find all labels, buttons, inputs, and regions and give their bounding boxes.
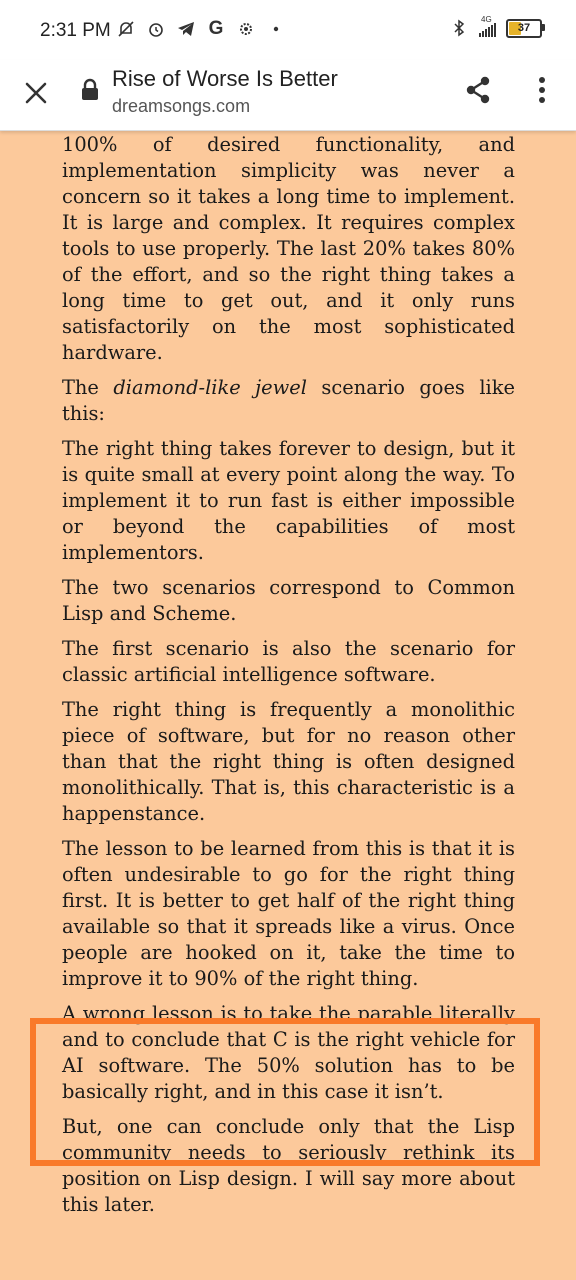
close-button[interactable] bbox=[18, 75, 54, 111]
paragraph-8: But, one can conclude only that the Lisp community needs to seriously rethink its position on Lisp design. I will say more about this later. bbox=[62, 1115, 515, 1216]
alarm-icon bbox=[146, 19, 166, 39]
status-bar bbox=[0, 0, 576, 60]
share-icon bbox=[463, 75, 493, 105]
google-icon: G bbox=[208, 18, 224, 39]
page-viewport[interactable] bbox=[0, 130, 576, 1280]
paragraph-1-start: The bbox=[62, 376, 114, 399]
paragraph-7-highlighted: A wrong lesson is to take the parable literally and to conclude that C is the right vehicle for AI software. The 50% solution has to be basically right, and in this case it isn’t. bbox=[62, 1002, 515, 1103]
paragraph-1-end: scenario goes like this: bbox=[62, 376, 515, 425]
paragraph-5: The right thing is frequently a monolithic piece of software, but for no reason other than that the right thing is often designed monolithically. That is, this characteristic is a happenstance. bbox=[62, 698, 515, 825]
browser-toolbar bbox=[0, 60, 576, 131]
bluetooth-icon bbox=[449, 18, 469, 38]
more-vert-icon bbox=[538, 76, 546, 104]
status-notification-icons bbox=[116, 19, 286, 39]
page-title: Rise of Worse Is Better bbox=[112, 66, 338, 91]
lock-icon bbox=[80, 78, 100, 102]
telegram-icon bbox=[176, 19, 196, 39]
status-system-icons bbox=[449, 15, 542, 38]
signal-icon bbox=[479, 15, 496, 37]
paragraph-6: The lesson to be learned from this is that it is often undesirable to go for the right thing first. It is better to get half of the right thing available so that it spreads like a virus. Once people are hooked on it, take the time to improve it to 90% of the right thing. bbox=[62, 837, 515, 990]
paragraph-2: The right thing takes forever to design, but it is quite small at every point along the way. To implement it to run fast is either impossible or beyond the capabilities of most implementors. bbox=[62, 437, 515, 564]
close-icon bbox=[24, 81, 48, 105]
battery-level: 37 bbox=[517, 22, 531, 34]
battery-icon bbox=[506, 19, 542, 38]
settings-gear-icon bbox=[236, 19, 256, 39]
article-body bbox=[62, 132, 515, 1227]
more-options-button[interactable] bbox=[524, 70, 560, 110]
paragraph-4: The first scenario is also the scenario for classic artificial intelligence software. bbox=[62, 637, 515, 686]
muted-bell-icon bbox=[116, 19, 136, 39]
share-button[interactable] bbox=[458, 70, 498, 110]
dot-icon bbox=[266, 19, 286, 39]
paragraph-1 bbox=[62, 375, 515, 427]
status-time: 2:31 PM bbox=[40, 20, 111, 41]
paragraph-0: 100% of desired functionality, and implementation simplicity was never a concern so it takes a long time to implement. It is large and complex. It requires complex tools to use properly. The last 20% takes 80% of the effort, and so the right thing takes a long time to get out, and it only runs satisfactorily on the most sophisticated hardware. bbox=[62, 133, 515, 364]
page-url: dreamsongs.com bbox=[112, 96, 251, 116]
network-type-label: 4G bbox=[481, 15, 492, 24]
paragraph-3: The two scenarios correspond to Common Lisp and Scheme. bbox=[62, 576, 515, 625]
emphasis-diamond-like-jewel: diamond-like jewel bbox=[113, 376, 307, 399]
